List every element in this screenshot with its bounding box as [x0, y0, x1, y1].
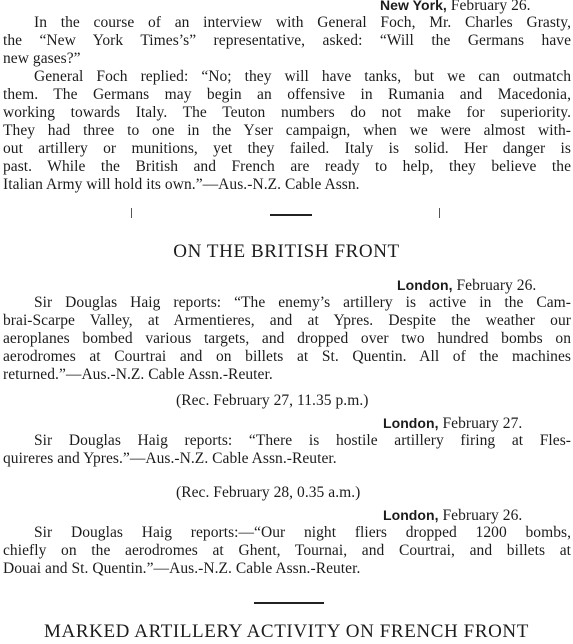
article-line: returned.”—Aus.-N.Z. Cable Assn.-Reuter.: [3, 366, 273, 383]
dateline-place: New York,: [380, 0, 447, 13]
article-line: working towards Italy. The Teuton numbers do not make for superiority.: [3, 104, 571, 121]
article-line: Sir Douglas Haig reports: “There is hostile artillery firing at Fles-: [34, 432, 571, 449]
print-mark: [131, 208, 132, 218]
dateline-place: London,: [397, 277, 453, 293]
section-divider: [270, 214, 312, 216]
article-line: quireres and Ypres.”—Aus.-N.Z. Cable Assn.-Reuter.: [3, 450, 337, 467]
article-line: Sir Douglas Haig reports: “The enemy’s artillery is active in the Cam-: [34, 294, 571, 311]
dateline-date: February 26.: [456, 277, 537, 294]
article-line: out artillery or munitions, yet they failed. Italy is solid. Her danger is: [3, 140, 571, 157]
received-note: (Rec. February 27, 11.35 p.m.): [176, 392, 369, 409]
section-divider: [254, 602, 324, 604]
section-heading: ON THE BRITISH FRONT: [173, 241, 400, 262]
article-line: them. The Germans may begin an offensive in Rumania and Macedonia,: [3, 86, 571, 103]
section-heading: MARKED ARTILLERY ACTIVITY ON FRENCH FRONT: [44, 621, 529, 642]
dateline-place: London,: [383, 415, 439, 431]
article-line: Douai and St. Quentin.”—Aus.-N.Z. Cable Assn.-Reuter.: [3, 560, 361, 577]
article-line: They had three to one in the Yser campaign, when we were almost with-: [3, 122, 571, 139]
article-line: past. While the British and French are ready to help, they believe the: [3, 158, 571, 175]
article-line: Italian Army will hold its own.”—Aus.-N.Z. Cable Assn.: [3, 176, 360, 193]
article-line: aerodromes at Courtrai and on billets at St. Quentin. All of the machines: [3, 348, 571, 365]
dateline-date: February 27.: [442, 415, 523, 432]
dateline-date: February 26.: [450, 0, 531, 14]
article-line: the “New York Times’s” representative, asked: “Will the Germans have: [3, 32, 571, 49]
dateline-place: London,: [383, 507, 439, 523]
dateline-date: February 26.: [442, 507, 523, 524]
received-note: (Rec. February 28, 0.35 a.m.): [176, 484, 361, 501]
article-line: brai-Scarpe Valley, at Armentieres, and at Ypres. Despite the weather our: [3, 312, 571, 329]
print-mark: [439, 208, 440, 218]
dateline-london: [397, 276, 536, 295]
article-line: Sir Douglas Haig reports:—“Our night fliers dropped 1200 bombs,: [34, 524, 571, 541]
article-line: chiefly on the aerodromes at Ghent, Tournai, and Courtrai, and billets at: [3, 542, 571, 559]
dateline-london: [383, 414, 522, 433]
dateline-london: [383, 506, 522, 525]
dateline-new-york: [380, 0, 531, 15]
article-line: new gases?”: [3, 50, 81, 67]
article-line: General Foch replied: “No; they will have tanks, but we can outmatch: [34, 68, 571, 85]
article-line: aeroplanes bombed various targets, and dropped over two hundred bombs on: [3, 330, 571, 347]
article-line: In the course of an interview with General Foch, Mr. Charles Grasty,: [34, 14, 571, 31]
